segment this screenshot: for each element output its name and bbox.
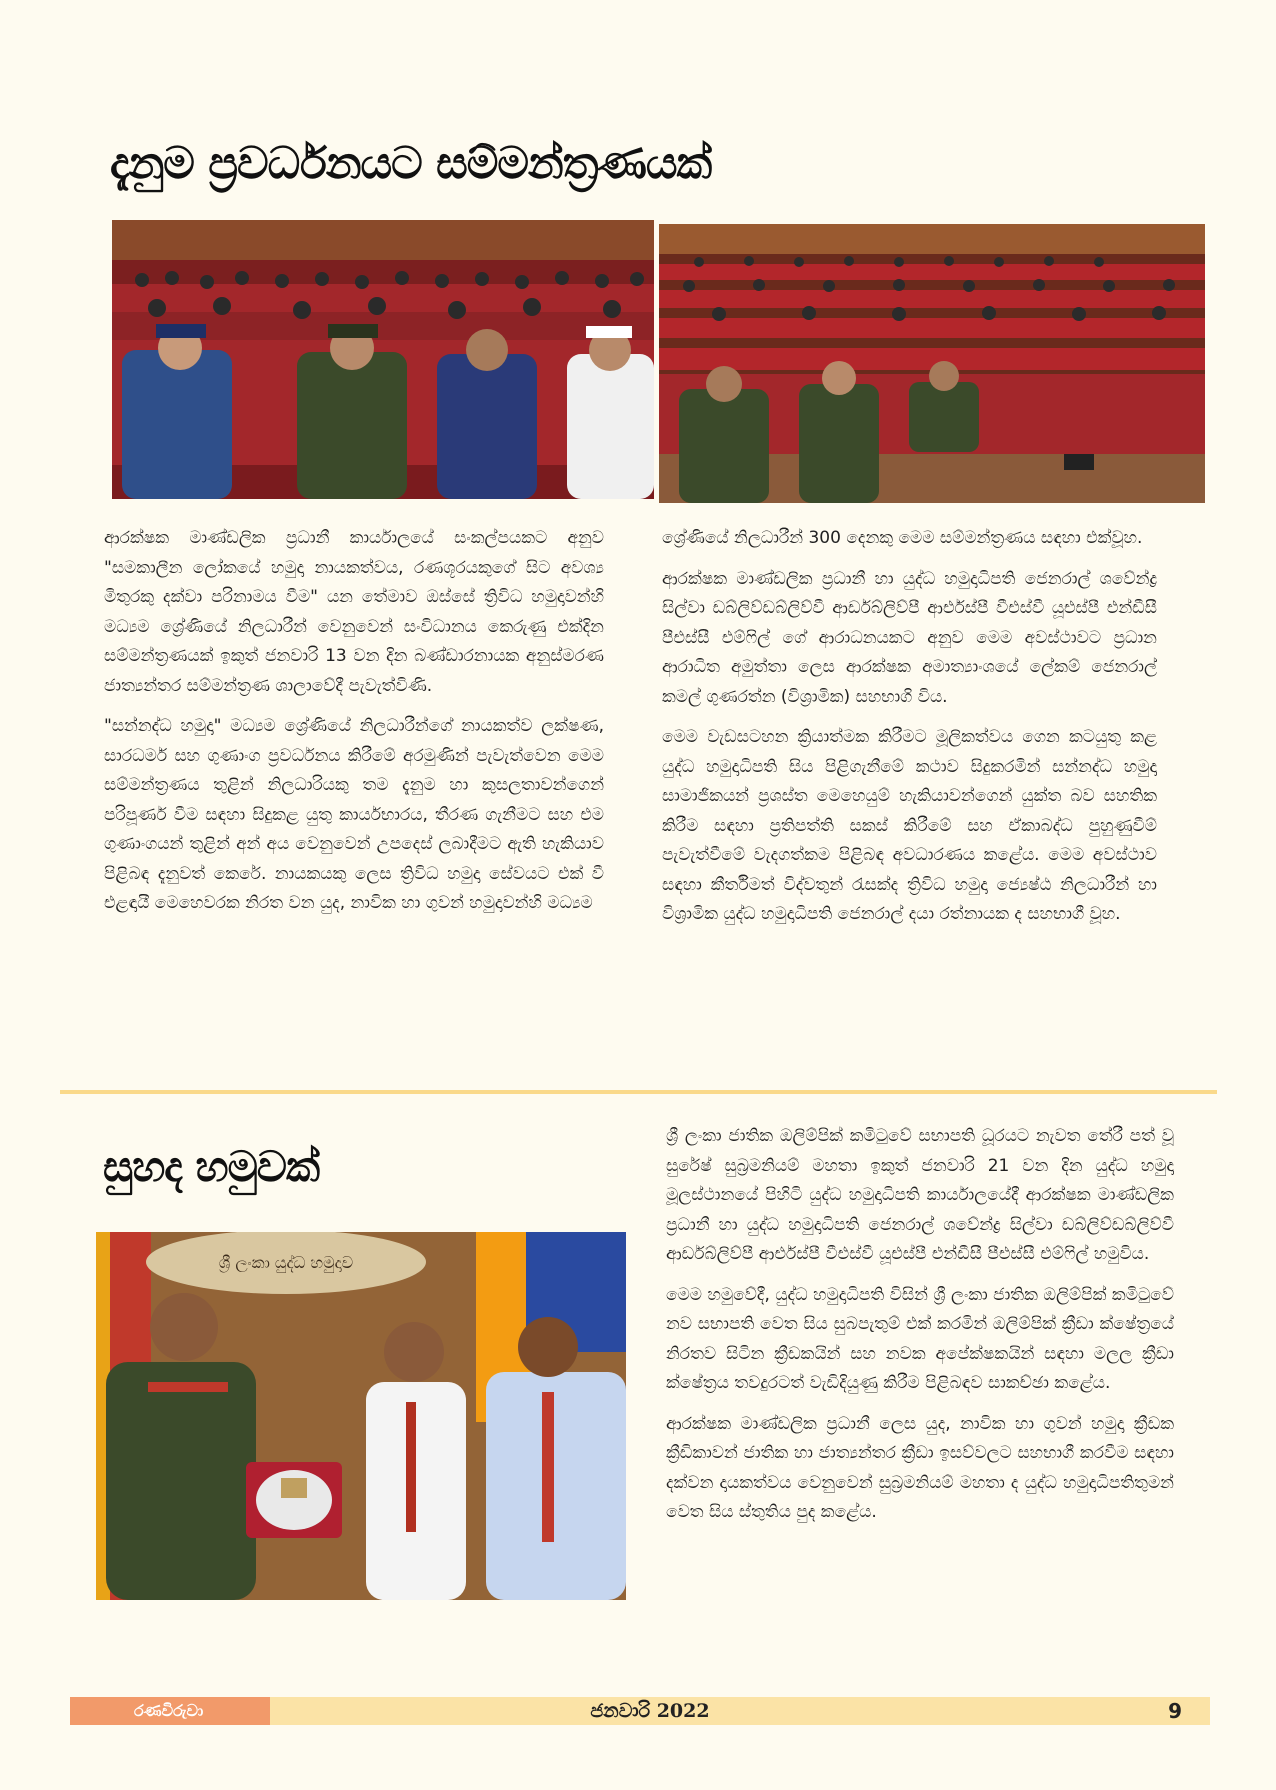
paragraph: ශ්‍රී ලංකා ජාතික ඔලිම්පික් කමිටුවේ සභාපති ධූරයට නැවත තේරී පත් වූ සුරේෂ් සුබ්‍රමනියම් මහතා ඉකුත් ජනවාරි 21 වන දින යුද්ධ හමුදා මූලස්ථානයේ පිහිටි යුද්ධ හමුදාධිපති කාර්යාලයේදී ආරක්ෂක මාණ්ඩලික ප්‍රධානී හා යුද්ධ හමුදාධිපති ජෙනරාල් ශවේන්ද්‍ර සිල්වා ඩබ්ලිව්ඩබ්ලිව්වී ආර්ඩබ්ලිව්පී ආර්එස්පී වීඑස්වී යූඑස්පී එන්ඩීසී පීඑස්සී එම්ෆිල් හමුවිය.	[666, 1126, 1174, 1264]
plaque-presentation-photo	[96, 1232, 626, 1600]
paragraph: මෙම වැඩසටහන ක්‍රියාත්මක කිරීමට මූලිකත්වය ගෙන කටයුතු කළ යුද්ධ හමුදාධිපති සිය පිළිගැනීමේ කථාව සිදුකරමින් සන්නද්ධ හමුදා සාමාජිකයන් ප්‍රශස්ත මෙහෙයුම් හැකියාවන්ගෙන් යුක්ත බව සහතික කිරීම සඳහා ප්‍රතිපත්ති සකස් කිරීමේ සහ ඒකාබද්ධ පුහුණුවීම් පැවැත්වීමේ වැදගත්කම පිළිබඳ අවධාරණය කළේය. මෙම අවස්ථාව සඳහා කීර්තිමත් විද්වතුන් රැසක්ද ත්‍රිවිධ හමුදා ජ්‍යෙෂ්ඨ නිලධාරීන් හා විශ්‍රාමික යුද්ධ හමුදාධිපති ජෙනරාල් දයා රත්නායක ද සහභාගී වූහ.	[662, 727, 1157, 924]
section2-column	[666, 1122, 1174, 1539]
section1-column-right	[662, 524, 1157, 941]
paragraph: ශ්‍රේණියේ නිලධාරීන් 300 දෙනකු මෙම සම්මන්ත්‍රණය සඳහා එක්වූහ.	[662, 528, 1143, 548]
section1-column-left	[104, 524, 604, 930]
section-divider	[60, 1090, 1217, 1094]
page-footer	[70, 1697, 1210, 1725]
paragraph: මෙම හමුවේදී, යුද්ධ හමුදාධිපති විසින් ශ්‍රී ලංකා ජාතික ඔලිම්පික් කමිටුවේ නව සභාපති වෙත සිය සුබපැතුම් එක් කරමින් ඔලිම්පික් ක්‍රීඩා ක්ෂේත්‍රයේ නිරතව සිටින ක්‍රීඩකයින් සහ නවක අපේක්ෂකයින් සඳහා මලල ක්‍රීඩා ක්ෂේත්‍රය තවදුරටත් වැඩිදියුණු කිරීම පිළිබඳව සාකච්ඡා කළේය.	[666, 1284, 1174, 1393]
section2-title: සුහද හමුවක්	[103, 1142, 320, 1191]
paragraph: "සන්නද්ධ හමුදා" මධ්‍යම ශ්‍රේණියේ නිලධාරීන්ගේ නායකත්ව ලක්ෂණ, සාරධර්ම සහ ගුණාංග ප්‍රවර්ධනය කිරීමේ අරමුණින් පැවැත්වෙන මෙම සම්මන්ත්‍රණය තුළින් නිලධාරියකු තම දැනුම හා කුසලතාවන්ගෙන් පරිපූර්ණ වීම සඳහා සිදුකළ යුතු කාර්යභාරය, තීරණ ගැනීමට සහ එම ගුණාංගයන් තුළින් අන් අය වෙනුවෙන් උපදෙස් ලබාදීමට ඇති හැකියාව පිළිබඳ දැනුවත් කෙරේ. නායකයකු ලෙස ත්‍රිවිධ හමුදා සේවයට එක් වී එළඳායී මෙහෙවරක නිරත වන යුද, නාවික හා ගුවන් හමුදාවන්හි මධ්‍යම	[104, 716, 604, 913]
paragraph: ආරක්ෂක මාණ්ඩලික ප්‍රධානී හා යුද්ධ හමුදාධිපති ජෙනරාල් ශවේන්ද්‍ර සිල්වා ඩබ්ලිව්ඩබ්ලිව්වී ආර්ඩබ්ලිව්පී ආර්එස්පී වීඑස්වී යූඑස්පී එන්ඩීසී පීඑස්සී එම්ෆිල් ගේ ආරාධනයකට අනුව මෙම අවස්ථාවට ප්‍රධාන ආරාධිත අමුත්තා ලෙස ආරක්ෂක අමාත්‍යාංශයේ ලේකම් ජෙනරාල් කමල් ගුණරත්න (විශ්‍රාමික) සහභාගි විය.	[662, 568, 1157, 707]
seminar-audience-photo	[659, 224, 1205, 503]
issue-date: ජනවාරි 2022	[590, 1700, 710, 1722]
seminar-front-row-photo	[112, 220, 654, 499]
magazine-name: රණවිරුවා	[70, 1697, 270, 1725]
page-number: 9	[1168, 1699, 1182, 1723]
paragraph: ආරක්ෂක මාණ්ඩලික ප්‍රධානී ලෙස යුද, නාවික හා ගුවන් හමුදා ක්‍රීඩක ක්‍රීඩිකාවන් ජාතික හා ජාත්‍යන්තර ක්‍රීඩා ඉසව්වලට සහභාගී කරවීම සඳහා දක්වන දායකත්වය වෙනුවෙන් සුබ්‍රමනියම් මහතා ද යුද්ධ හමුදාධිපතිතුමන් වෙත සිය ස්තුතිය පුද කළේය.	[666, 1413, 1174, 1522]
section1-title: දැනුම ප්‍රවර්ධනයට සම්මන්ත්‍රණයක්	[110, 138, 712, 189]
wall-emblem-text: ශ්‍රී ලංකා යුද්ධ හමුදාව	[218, 1253, 354, 1272]
paragraph: ආරක්ෂක මාණ්ඩලික ප්‍රධානී කාර්යාලයේ සංකල්පයකට අනුව "සමකාලීන ලෝකයේ හමුදා නායකත්වය, රණශූරයකුගේ සිට අවශ්‍ය මිතුරකු දක්වා පරිනාමය වීම" යන තේමාව ඔස්සේ ත්‍රිවිධ හමුදාවන්හි මධ්‍යම ශ්‍රේණියේ නිලධාරීන් වෙනුවෙන් සංවිධානය කෙරුණු එක්දින සම්මන්ත්‍රණයක් ඉකුත් ජනවාරි 13 වන දින බණ්ඩාරනායක අනුස්මරණ ජාත්‍යන්තර සම්මන්ත්‍රණ ශාලාවේදී පැවැත්විණි.	[104, 528, 604, 696]
